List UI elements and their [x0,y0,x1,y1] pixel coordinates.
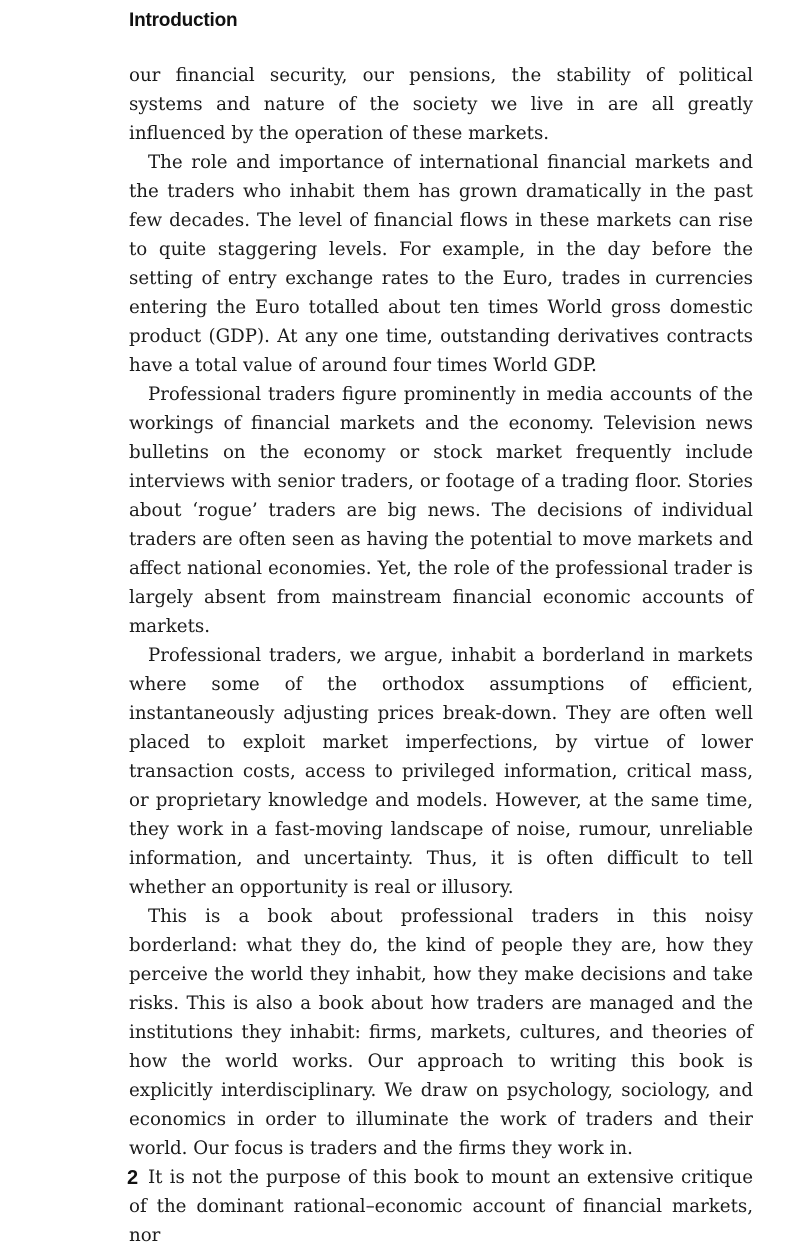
page-number: 2 [127,1167,139,1189]
body-text [129,61,753,1250]
paragraph: This is a book about professional traders in this noisy borderland: what they do, the kind of people they are, how they perceive the world they inhabit, how they make decisions and take risks. This is also a book about how traders are managed and the institutions they inhabit: firms, markets, cultures, and theories of how the world works. Our approach to writing this book is explicitly interdisciplinary. We draw on psychology, sociology, and economics in order to illuminate the work of traders and their world. Our focus is traders and the firms they work in. [129,906,753,1159]
paragraph: It is not the purpose of this book to mount an extensive critique of the dominant rational–economic account of financial markets, nor [129,1167,753,1246]
paragraph: The role and importance of international financial markets and the traders who inhabit them has grown dramatically in the past few decades. The level of financial flows in these markets can rise to quite staggering levels. For example, in the day before the setting of entry exchange rates to the Euro, trades in currencies entering the Euro totalled about ten times World gross domestic product (GDP). At any one time, outstanding derivatives contracts have a total value of around four times World GDP. [129,152,753,376]
paragraph: Professional traders figure prominently in media accounts of the workings of financial markets and the economy. Television news bulletins on the economy or stock market frequently include interviews with senior traders, or footage of a trading floor. Stories about ‘rogue’ traders are big news. The decisions of individual traders are often seen as having the potential to move markets and affect national economies. Yet, the role of the professional trader is largely absent from mainstream financial economic accounts of markets. [129,384,753,637]
paragraph-continued: our financial security, our pensions, the stability of political systems and nature of the society we live in are all greatly influenced by the operation of these markets. [129,65,753,144]
paragraph: Professional traders, we argue, inhabit a borderland in markets where some of the orthodox assumptions of efficient, instantaneously adjusting prices break-down. They are often well placed to exploit market imperfections, by virtue of lower transaction costs, access to privileged information, critical mass, or proprietary knowledge and models. However, at the same time, they work in a fast-moving landscape of noise, rumour, unreliable information, and uncertainty. Thus, it is often difficult to tell whether an opportunity is real or illusory. [129,645,753,898]
running-head: Introduction [129,10,238,31]
